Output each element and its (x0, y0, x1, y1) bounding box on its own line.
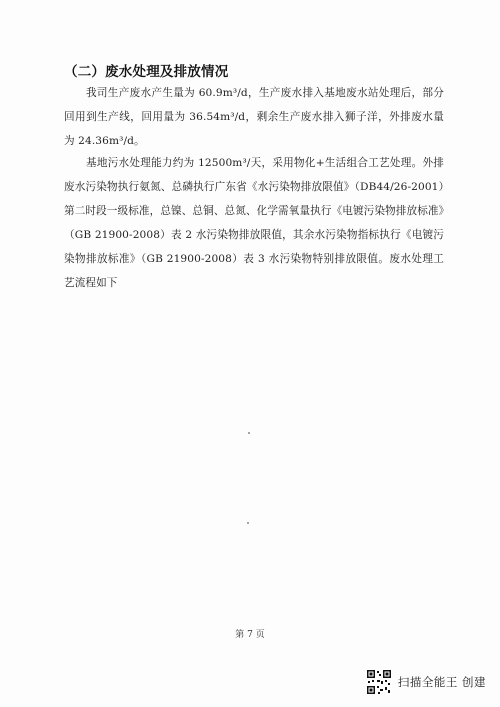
watermark-text: 扫描全能王 创建 (397, 675, 486, 689)
page-number: 第 7 页 (235, 630, 265, 640)
paragraph-treatment-standards: 基地污水处理能力约为 12500m³/天，采用物化+生活组合工艺处理。外排废水污染物执行氨氮、总磷执行广东省《水污染物排放限值》（DB44/26-2001）第二时段一级标准，总镍、总铜、总氮、化学需氧量执行《电镀污染物排放标准》（GB 21900-2008）表 2 水污染物排放限值，其余水污染物指标执行《电镀污染物排放标准》（GB 21900-2008）表 3 水污染物特别排放限值。废水处理工艺流程如下 (64, 157, 444, 289)
section-heading: （二）废水处理及排放情况 (64, 64, 229, 80)
qr-code-icon (366, 669, 392, 695)
scanner-watermark (366, 669, 486, 695)
scan-speck (248, 432, 250, 434)
paragraph-wastewater-volume: 我司生产废水产生量为 60.9m³/d，生产废水排入基地废水站处理后，部分回用到生产线，回用量为 36.54m³/d，剩余生产废水排入狮子洋，外排废水量为 24.36m³/d。 (64, 87, 444, 147)
scan-speck (247, 522, 249, 524)
